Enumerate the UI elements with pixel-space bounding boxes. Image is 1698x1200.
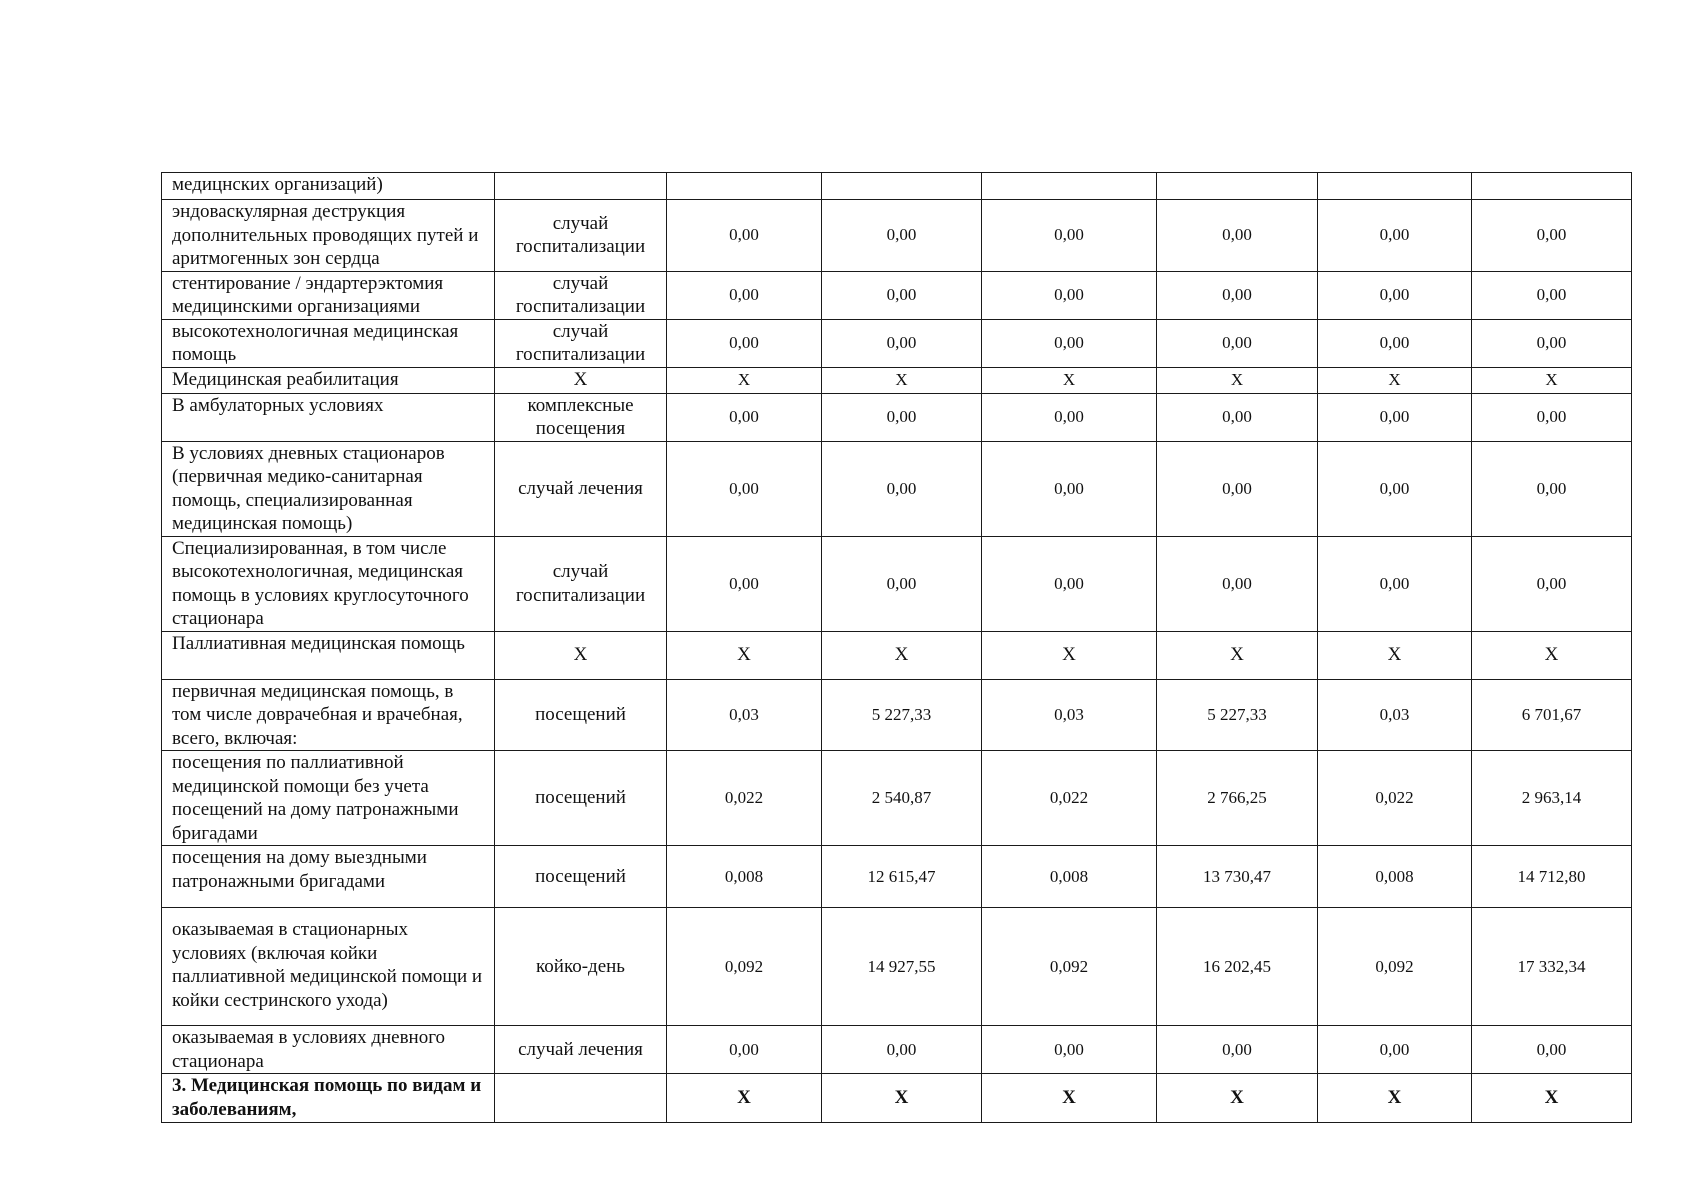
row-name-cell: посещения на дому выездными патронажными бригадами bbox=[162, 846, 495, 908]
row-name-cell: высокотехнологичная медицинская помощь bbox=[162, 319, 495, 367]
value-cell bbox=[667, 173, 822, 200]
unit-cell bbox=[495, 1074, 667, 1123]
value-cell: 0,00 bbox=[1157, 441, 1318, 536]
value-cell: 0,022 bbox=[667, 751, 822, 846]
value-cell: 0,00 bbox=[1472, 1026, 1632, 1074]
table-row bbox=[162, 679, 1632, 751]
value-cell: Х bbox=[1157, 367, 1318, 393]
value-cell: 0,022 bbox=[982, 751, 1157, 846]
table-row bbox=[162, 1074, 1632, 1123]
value-cell: Х bbox=[1472, 1074, 1632, 1123]
value-cell: Х bbox=[1318, 367, 1472, 393]
table-row bbox=[162, 631, 1632, 679]
value-cell: Х bbox=[982, 367, 1157, 393]
value-cell: 0,00 bbox=[982, 393, 1157, 441]
value-cell: 0,00 bbox=[822, 200, 982, 272]
unit-cell: койко-день bbox=[495, 908, 667, 1026]
value-cell: 0,00 bbox=[1157, 319, 1318, 367]
value-cell: 0,00 bbox=[822, 393, 982, 441]
table-row bbox=[162, 271, 1632, 319]
unit-cell: случай госпитализации bbox=[495, 271, 667, 319]
value-cell: 0,00 bbox=[667, 1026, 822, 1074]
value-cell bbox=[982, 173, 1157, 200]
value-cell: 0,00 bbox=[667, 536, 822, 631]
value-cell: 0,092 bbox=[667, 908, 822, 1026]
value-cell: 0,00 bbox=[667, 271, 822, 319]
value-cell: Х bbox=[1318, 631, 1472, 679]
value-cell: 2 766,25 bbox=[1157, 751, 1318, 846]
table-row bbox=[162, 536, 1632, 631]
value-cell: 14 712,80 bbox=[1472, 846, 1632, 908]
unit-cell: Х bbox=[495, 631, 667, 679]
value-cell: 0,00 bbox=[1318, 536, 1472, 631]
value-cell: 0,00 bbox=[1157, 271, 1318, 319]
row-name-cell: эндоваскулярная деструкция дополнительных проводящих путей и аритмогенных зон сердца bbox=[162, 200, 495, 272]
value-cell: 0,00 bbox=[1157, 536, 1318, 631]
value-cell: 0,00 bbox=[982, 536, 1157, 631]
table-row bbox=[162, 441, 1632, 536]
value-cell: 16 202,45 bbox=[1157, 908, 1318, 1026]
value-cell: 0,00 bbox=[667, 393, 822, 441]
value-cell: 13 730,47 bbox=[1157, 846, 1318, 908]
value-cell: 0,00 bbox=[822, 536, 982, 631]
value-cell: 0,00 bbox=[1318, 1026, 1472, 1074]
value-cell: Х bbox=[982, 1074, 1157, 1123]
value-cell: 0,03 bbox=[667, 679, 822, 751]
value-cell: 0,00 bbox=[1472, 536, 1632, 631]
value-cell: Х bbox=[1318, 1074, 1472, 1123]
value-cell: 0,092 bbox=[1318, 908, 1472, 1026]
unit-cell: случай лечения bbox=[495, 1026, 667, 1074]
value-cell: 0,092 bbox=[982, 908, 1157, 1026]
value-cell: 0,00 bbox=[982, 1026, 1157, 1074]
row-name-cell: Медицинская реабилитация bbox=[162, 367, 495, 393]
row-name-cell: Специализированная, в том числе высокотехнологичная, медицинская помощь в условиях круглосуточного стационара bbox=[162, 536, 495, 631]
value-cell: 12 615,47 bbox=[822, 846, 982, 908]
table-row bbox=[162, 319, 1632, 367]
value-cell: 2 963,14 bbox=[1472, 751, 1632, 846]
value-cell: 0,00 bbox=[1157, 1026, 1318, 1074]
value-cell: 0,00 bbox=[1472, 319, 1632, 367]
unit-cell: случай госпитализации bbox=[495, 536, 667, 631]
unit-cell: случай госпитализации bbox=[495, 200, 667, 272]
value-cell: Х bbox=[1157, 1074, 1318, 1123]
value-cell: 0,00 bbox=[1157, 393, 1318, 441]
value-cell: 17 332,34 bbox=[1472, 908, 1632, 1026]
value-cell: 0,00 bbox=[1318, 441, 1472, 536]
value-cell: Х bbox=[982, 631, 1157, 679]
table-row bbox=[162, 1026, 1632, 1074]
value-cell: 0,00 bbox=[1157, 200, 1318, 272]
value-cell: 0,00 bbox=[1318, 200, 1472, 272]
value-cell bbox=[1157, 173, 1318, 200]
data-table bbox=[161, 172, 1632, 1123]
value-cell: 2 540,87 bbox=[822, 751, 982, 846]
value-cell: 0,00 bbox=[822, 441, 982, 536]
value-cell: Х bbox=[822, 1074, 982, 1123]
row-name-cell: В амбулаторных условиях bbox=[162, 393, 495, 441]
unit-cell bbox=[495, 173, 667, 200]
row-name-cell: оказываемая в условиях дневного стационара bbox=[162, 1026, 495, 1074]
value-cell: Х bbox=[1472, 367, 1632, 393]
value-cell: 0,00 bbox=[1472, 271, 1632, 319]
value-cell: 0,022 bbox=[1318, 751, 1472, 846]
value-cell: 0,00 bbox=[982, 200, 1157, 272]
table-row bbox=[162, 200, 1632, 272]
value-cell: 0,00 bbox=[1318, 271, 1472, 319]
value-cell: Х bbox=[1472, 631, 1632, 679]
table-row bbox=[162, 846, 1632, 908]
unit-cell: комплексные посещения bbox=[495, 393, 667, 441]
row-name-cell: оказываемая в стационарных условиях (включая койки паллиативной медицинской помощи и койки сестринского ухода) bbox=[162, 908, 495, 1026]
value-cell: Х bbox=[822, 367, 982, 393]
value-cell: 0,00 bbox=[982, 319, 1157, 367]
section-heading-cell: 3. Медицинская помощь по видам и заболеваниям, bbox=[162, 1074, 495, 1123]
value-cell: 0,008 bbox=[982, 846, 1157, 908]
value-cell: 0,00 bbox=[982, 441, 1157, 536]
unit-cell: посещений bbox=[495, 751, 667, 846]
unit-cell: случай госпитализации bbox=[495, 319, 667, 367]
value-cell: 5 227,33 bbox=[1157, 679, 1318, 751]
value-cell: 0,00 bbox=[667, 200, 822, 272]
value-cell: Х bbox=[667, 1074, 822, 1123]
row-name-cell: В условиях дневных стационаров (первичная медико-санитарная помощь, специализированная медицинская помощь) bbox=[162, 441, 495, 536]
value-cell: 0,008 bbox=[667, 846, 822, 908]
row-name-cell: стентирование / эндартерэктомия медицинскими организациями bbox=[162, 271, 495, 319]
value-cell: 0,00 bbox=[822, 319, 982, 367]
value-cell: 0,00 bbox=[822, 1026, 982, 1074]
value-cell bbox=[1318, 173, 1472, 200]
row-name-cell: Паллиативная медицинская помощь bbox=[162, 631, 495, 679]
table-row bbox=[162, 173, 1632, 200]
table-row bbox=[162, 393, 1632, 441]
value-cell: Х bbox=[1157, 631, 1318, 679]
value-cell: 14 927,55 bbox=[822, 908, 982, 1026]
value-cell: 0,03 bbox=[1318, 679, 1472, 751]
unit-cell: посещений bbox=[495, 846, 667, 908]
row-name-cell: посещения по паллиативной медицинской помощи без учета посещений на дому патронажными бригадами bbox=[162, 751, 495, 846]
unit-cell: посещений bbox=[495, 679, 667, 751]
table-row bbox=[162, 908, 1632, 1026]
row-name-cell: первичная медицинская помощь, в том числе доврачебная и врачебная, всего, включая: bbox=[162, 679, 495, 751]
unit-cell: Х bbox=[495, 367, 667, 393]
value-cell: 0,00 bbox=[822, 271, 982, 319]
row-name-cell: медицнских организаций) bbox=[162, 173, 495, 200]
value-cell: 0,00 bbox=[1318, 319, 1472, 367]
value-cell: 0,00 bbox=[1472, 393, 1632, 441]
value-cell: Х bbox=[667, 631, 822, 679]
table-row bbox=[162, 367, 1632, 393]
value-cell: Х bbox=[667, 367, 822, 393]
value-cell: 5 227,33 bbox=[822, 679, 982, 751]
value-cell: 0,00 bbox=[667, 319, 822, 367]
value-cell bbox=[1472, 173, 1632, 200]
value-cell: 6 701,67 bbox=[1472, 679, 1632, 751]
value-cell: 0,03 bbox=[982, 679, 1157, 751]
value-cell: 0,00 bbox=[1318, 393, 1472, 441]
value-cell: 0,00 bbox=[982, 271, 1157, 319]
value-cell: 0,00 bbox=[1472, 441, 1632, 536]
value-cell bbox=[822, 173, 982, 200]
value-cell: 0,00 bbox=[1472, 200, 1632, 272]
unit-cell: случай лечения bbox=[495, 441, 667, 536]
table-row bbox=[162, 751, 1632, 846]
value-cell: 0,008 bbox=[1318, 846, 1472, 908]
value-cell: Х bbox=[822, 631, 982, 679]
value-cell: 0,00 bbox=[667, 441, 822, 536]
